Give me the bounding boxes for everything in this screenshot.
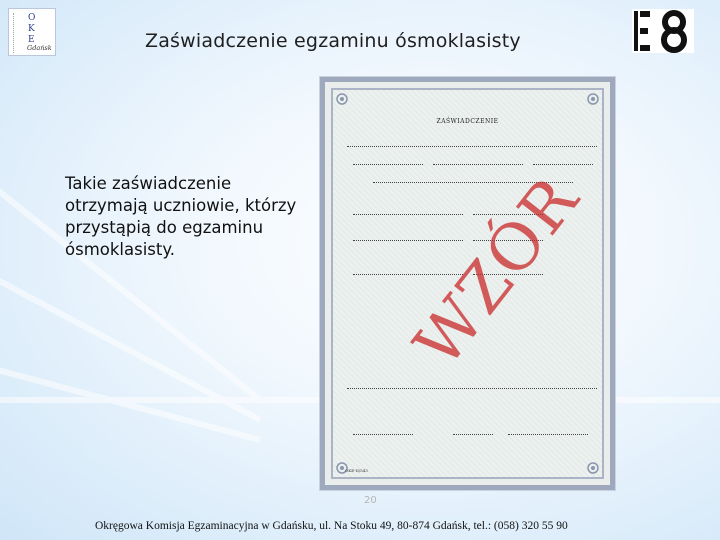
form-line <box>347 146 597 147</box>
page-number: 20 <box>364 495 377 506</box>
oke-letter-o: O <box>28 13 36 23</box>
certificate-image <box>320 77 615 490</box>
watermark-text: WZÓR <box>400 162 594 382</box>
description-text: Takie zaświadczenie otrzymają uczniowie, którzy przystąpią do egzaminu ósmoklasisty. <box>65 174 297 259</box>
form-line <box>433 164 523 165</box>
form-line <box>347 388 597 389</box>
certificate-inner <box>331 88 604 479</box>
oke-city: Gdańsk <box>27 44 52 52</box>
form-line <box>508 434 588 435</box>
form-line <box>353 240 463 241</box>
oke-logo <box>8 8 56 56</box>
form-line <box>533 164 593 165</box>
corner-ornament-icon <box>335 92 349 106</box>
footer-text: Okręgowa Komisja Egzaminacyjna w Gdańsku, ul. Na Stoku 49, 80-874 Gdańsk, tel.: (058) 320 55 90 <box>95 520 568 532</box>
corner-ornament-icon <box>586 92 600 106</box>
corner-ornament-icon <box>586 461 600 475</box>
form-line <box>353 164 423 165</box>
oke-letter-e: E <box>28 35 35 45</box>
form-code: OKE-II/543 <box>345 468 368 473</box>
page-title: Zaświadczenie egzaminu ósmoklasisty <box>145 30 521 52</box>
e8-logo-icon <box>632 9 694 53</box>
oke-letter-k: K <box>28 24 35 34</box>
form-line <box>353 434 413 435</box>
form-line <box>453 434 493 435</box>
form-line <box>353 214 463 215</box>
certificate-heading: ZAŚWIADCZENIE <box>436 118 499 125</box>
